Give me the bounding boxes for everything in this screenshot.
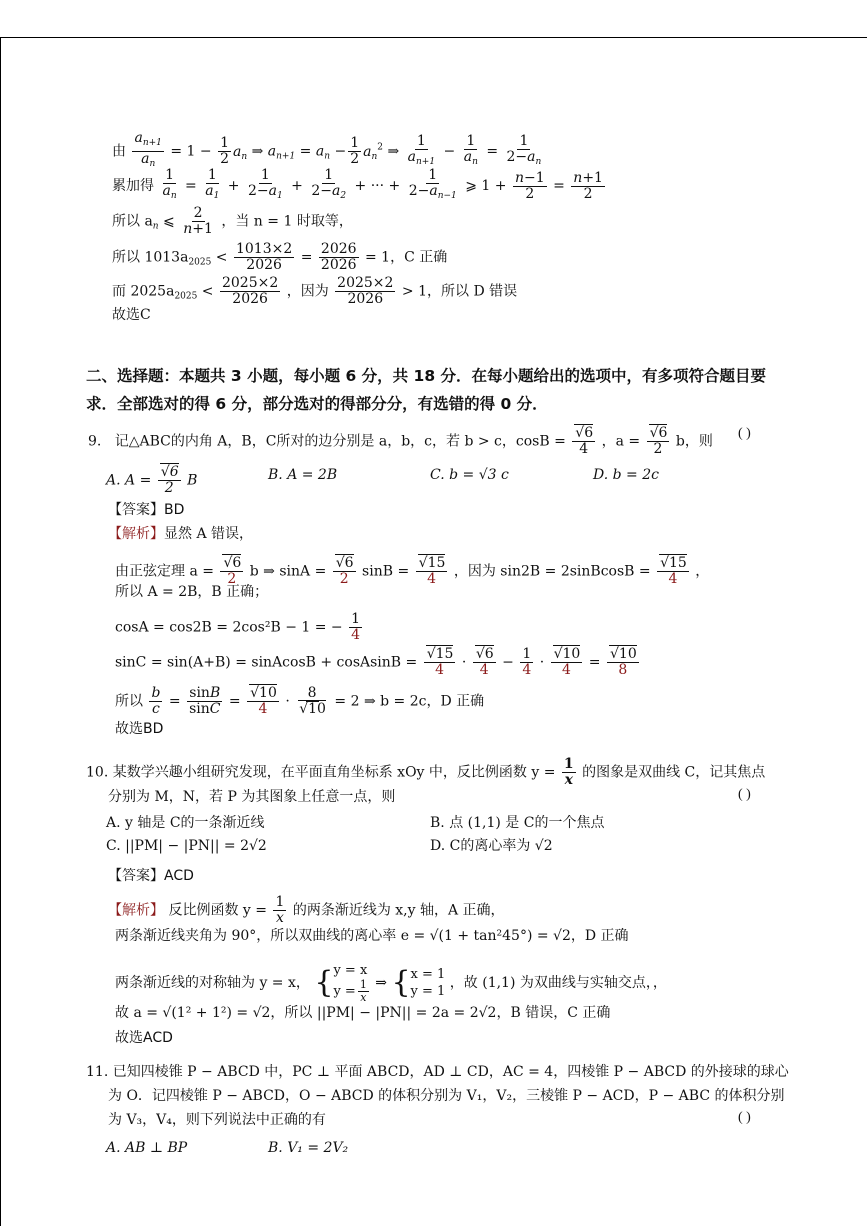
q9-conclusion: 故选BD: [115, 721, 164, 737]
q10-option-d: D. C的离心率为 √2: [430, 838, 553, 854]
q10-option-c: C. ||PM| − |PN|| = 2√2: [106, 838, 267, 854]
q9-stem: 9. 记△ABC的内角 A，B，C所对的边分别是 a，b，c，若 b > c，cosB = √ $\frac{6}{4}$ ，a = √ $\frac{6}{2}$ b，则: [88, 426, 713, 457]
q11-option-b: B. V₁ = 2V₂: [268, 1140, 349, 1156]
q9-analysis-line-5: sinC = sin(A+B) = sinAcosB + cosAsinB = √ $\frac{15}{4}$ · √ $\frac{6}{4}$ − $\frac{1}{4}$ · √ $\frac{10}{4}$ = √ $\frac{10}{8}$: [115, 647, 641, 678]
q10-option-b: B. 点 (1,1) 是 C的一个焦点: [430, 815, 605, 831]
page-left-border: [0, 37, 1, 1226]
q10-stem-line-1: 10. 某数学兴趣小组研究发现，在平面直角坐标系 xOy 中，反比例函数 y = $\frac{1}{x}$ 的图象是双曲线 C，记其焦点: [86, 756, 766, 788]
q9-analysis-line-2: 由正弦定理 a = √ $\frac{6}{2}$ b ⇒ sinA = √ $\frac{6}{2}$ sinB = √ $\frac{15}{4}$ ，因为 sin2B = 2sinBcosB = √ $\frac{15}{4}$ ，: [115, 556, 709, 587]
q9-answer-paren: ( ): [738, 426, 751, 441]
q8-line-4: 所以 $1013a_{2025}$ < $\frac{1013\times 2}{2026}$ = $\frac{2026}{2026}$ = 1，C 正确: [112, 241, 448, 273]
q9-option-c: C. b = √3 c: [430, 467, 509, 483]
q11-stem-line-3: 为 V₃，V₄，则下列说法中正确的有: [108, 1112, 326, 1128]
q10-analysis-line-2: 两条渐近线夹角为 90°，所以双曲线的离心率 e = √(1 + tan²45°) = √2，D 正确: [115, 928, 629, 944]
q8-line-1: 由 $\frac{a_{n+1}}{a_n}$ = 1 − $\frac{1}{2}$ $a_n$ ⇒ $a_{n+1} = a_n$ − $\frac{1}{2}$ $a_n^2$ ⇒ $\frac{1}{a_{n+1}}$ − $\frac{1}{a_n}$ = $\frac{1}{2-a_n}$: [112, 130, 542, 169]
q9-analysis-line-3: 所以 A = 2B，B 正确；: [115, 584, 269, 600]
q9-analysis-line-4: cosA = cos2B = 2cos²B − 1 = − $\frac{1}{4}$: [115, 611, 361, 643]
q10-answer: 【答案】ACD: [108, 868, 194, 884]
q11-answer-paren: ( ): [738, 1110, 751, 1125]
q10-analysis-line-1: 【解析】 反比例函数 y = $\frac{1}{x}$ 的两条渐近线为 x,y 轴，A 正确，: [108, 894, 505, 926]
q10-stem-line-2: 分别为 M，N，若 P 为其图象上任意一点，则: [108, 789, 396, 805]
q9-answer: 【答案】BD: [108, 502, 185, 518]
q8-line-2: 累加得 $\frac{1}{a_n}$ = $\frac{1}{a_1}$ + $\frac{1}{2-a_1}$ + $\frac{1}{2-a_2}$ + ··· + $\frac{1}{2-a_{n-1}}$ ⩾ 1 + $\frac{n-1}{2}$ = $\frac{n+1}{2}$: [112, 167, 603, 202]
section-2-heading-line-2: 求．全部选对的得 6 分，部分选对的得部分分，有选错的得 0 分．: [86, 395, 548, 413]
q11-option-a: A. AB ⊥ BP: [106, 1140, 188, 1156]
q10-answer-paren: ( ): [738, 787, 751, 802]
q11-stem-line-1: 11. 已知四棱锥 P − ABCD 中，PC ⊥ 平面 ABCD，AD ⊥ CD，AC = 4，四棱锥 P − ABCD 的外接球的球心: [86, 1064, 789, 1080]
q9-option-a: A. A = √ $\frac{6}{2}$ B: [106, 465, 197, 496]
q10-analysis-line-4: 故 a = √(1² + 1²) = √2，所以 ||PM| − |PN|| = 2a = 2√2，B 错误，C 正确: [115, 1005, 611, 1021]
q9-option-b: B. A = 2B: [268, 467, 338, 483]
page-top-border: [0, 37, 867, 38]
q10-system-of-equations: { y = x y = $\frac{1}{x}$: [314, 963, 368, 1004]
q9-option-d: D. b = 2c: [593, 467, 659, 483]
q9-analysis-line-1: 【解析】显然 A 错误，: [108, 526, 254, 542]
q8-conclusion: 故选C: [112, 307, 151, 323]
q9-analysis-line-6: 所以 $\frac{b}{c}$ = $\frac{\sin B}{\sin C}$ = √ $\frac{10}{4}$ · 8 √ 10 = 2 ⇒ b = 2c，D 正确: [115, 686, 484, 717]
q8-line-5: 而 $2025a_{2025}$ < $\frac{2025\times 2}{2026}$ ，因为 $\frac{2025\times 2}{2026}$ > 1，所以 D 错误: [112, 275, 518, 307]
q11-stem-line-2: 为 O．记四棱锥 P − ABCD，O − ABCD 的体积分别为 V₁，V₂，三棱锥 P − ACD，P − ABC 的体积分别: [108, 1088, 785, 1104]
q8-line-3: 所以 $a_n$ ⩽ $\frac{2}{n+1}$ ，当 n = 1 时取等，: [112, 205, 353, 237]
q10-analysis-line-3: 两条渐近线的对称轴为 y = x， { y = x y = $\frac{1}{x}$ ⇒ { x = 1 y = 1 ，故 (1,1) 为双曲线与实轴交点，，: [115, 963, 667, 1004]
q10-conclusion: 故选ACD: [115, 1030, 173, 1046]
section-2-heading-line-1: 二、选择题：本题共 3 小题，每小题 6 分，共 18 分．在每小题给出的选项中，有多项符合题目要: [86, 367, 767, 385]
q10-option-a: A. y 轴是 C的一条渐近线: [106, 815, 265, 831]
